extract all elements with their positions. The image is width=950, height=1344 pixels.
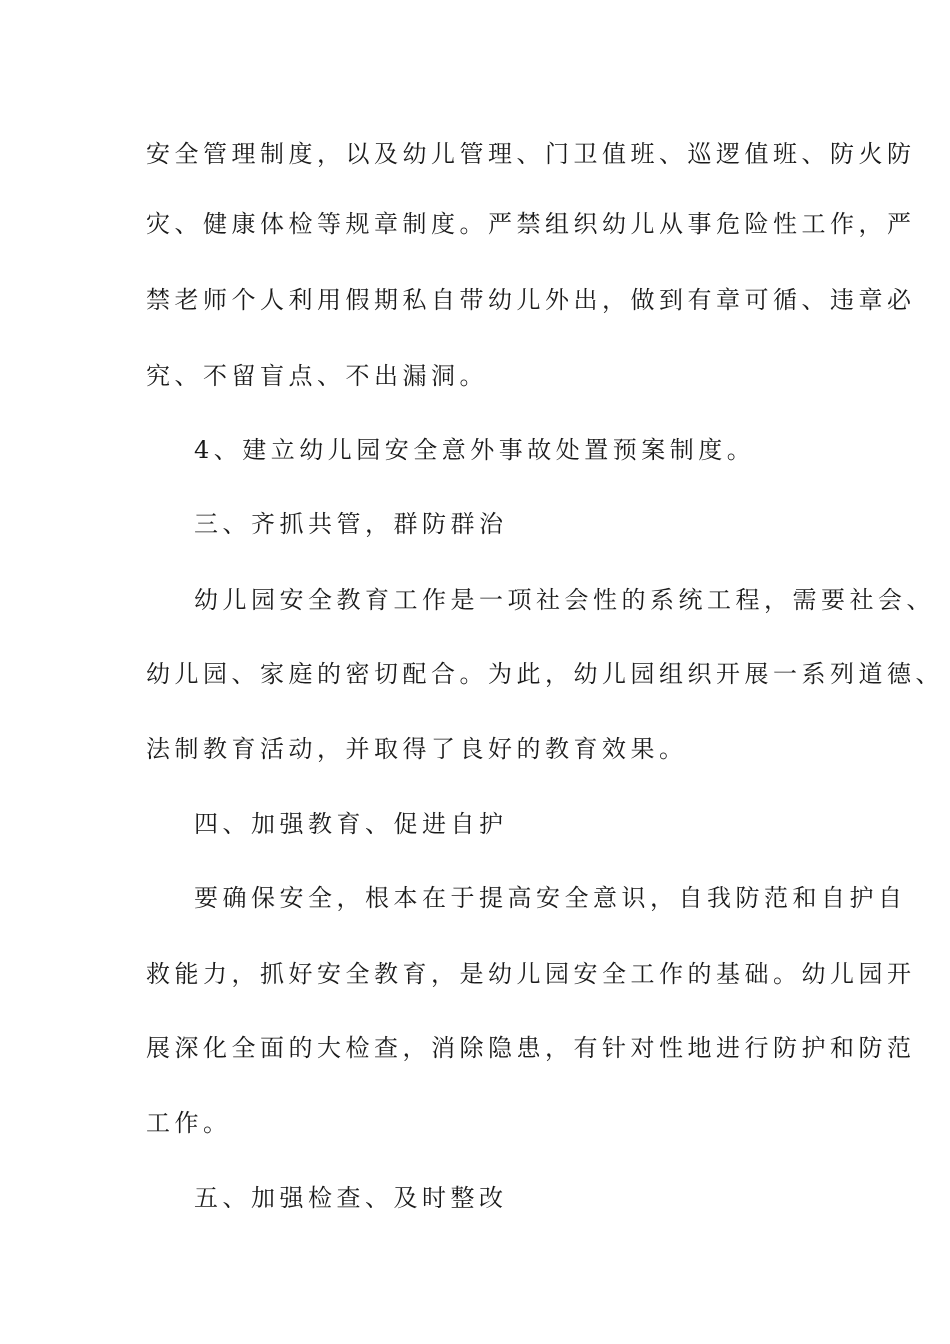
paragraph-line: 法制教育活动，并取得了良好的教育效果。 <box>146 735 688 763</box>
section-heading: 五、加强检查、及时整改 <box>194 1184 508 1212</box>
paragraph-line: 究、不留盲点、不出漏洞。 <box>146 362 488 390</box>
section-heading: 三、齐抓共管，群防群治 <box>194 510 508 538</box>
paragraph-line: 禁老师个人利用假期私自带幼儿外出，做到有章可循、违章必 <box>146 286 916 314</box>
paragraph-line: 灾、健康体检等规章制度。严禁组织幼儿从事危险性工作，严 <box>146 210 916 238</box>
paragraph-line: 展深化全面的大检查，消除隐患，有针对性地进行防护和防范 <box>146 1034 916 1062</box>
paragraph-line: 安全管理制度，以及幼儿管理、门卫值班、巡逻值班、防火防 <box>146 140 916 168</box>
paragraph-line: 救能力，抓好安全教育，是幼儿园安全工作的基础。幼儿园开 <box>146 960 916 988</box>
paragraph-line: 要确保安全，根本在于提高安全意识，自我防范和自护自 <box>194 884 907 912</box>
paragraph-line: 幼儿园安全教育工作是一项社会性的系统工程，需要社会、 <box>194 586 935 614</box>
section-heading: 四、加强教育、促进自护 <box>194 810 508 838</box>
list-item-heading: 4、建立幼儿园安全意外事故处置预案制度。 <box>194 436 756 464</box>
paragraph-line: 幼儿园、家庭的密切配合。为此，幼儿园组织开展一系列道德、 <box>146 660 944 688</box>
paragraph-line: 工作。 <box>146 1109 232 1137</box>
